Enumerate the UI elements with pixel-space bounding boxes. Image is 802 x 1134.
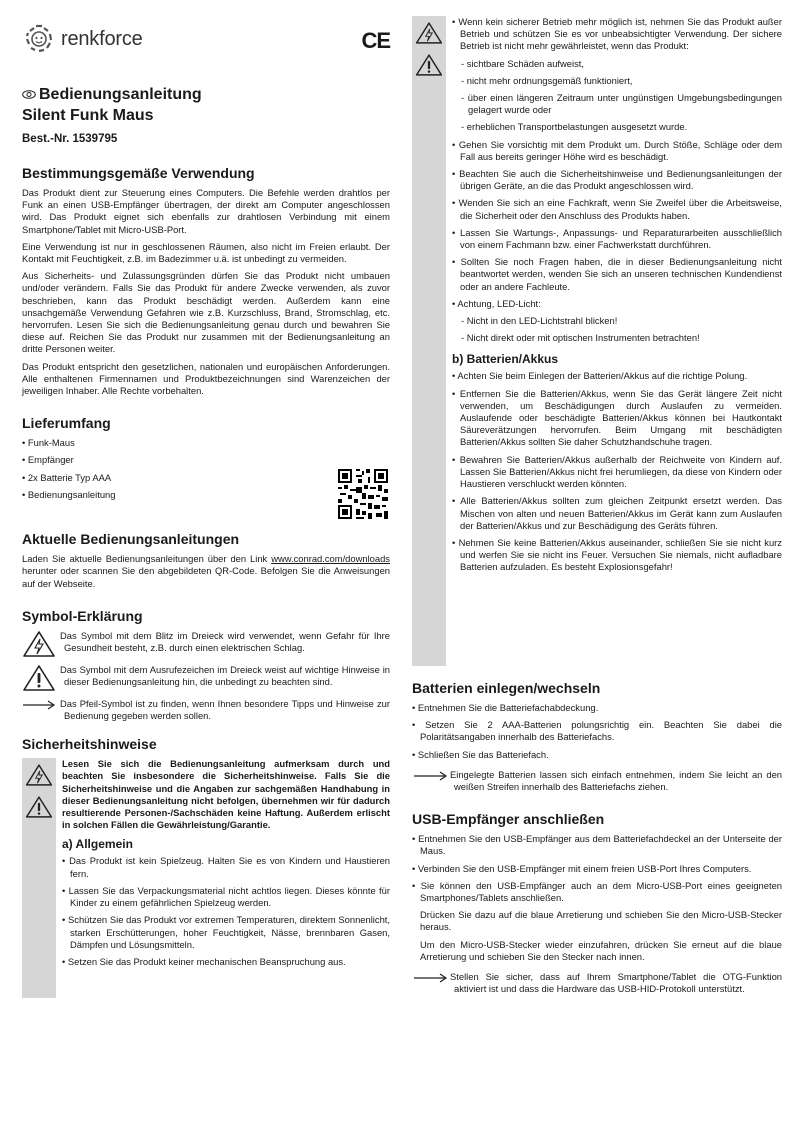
header: [22, 22, 390, 62]
list-item: • Achten Sie beim Einlegen der Batterien/Akkus auf die richtige Polung.: [452, 370, 782, 382]
lightning-warning-icon: [415, 20, 443, 46]
batterien-list: [452, 370, 782, 573]
lightning-warning-icon: [22, 630, 56, 658]
sublist-item: - Nicht direkt oder mit optischen Instrumenten betrachten!: [452, 332, 782, 344]
section-heading-bestimmung: Bestimmungsgemäße Verwendung: [22, 165, 255, 181]
list-item: • Entnehmen Sie die Batteriefachabdeckung.: [412, 702, 782, 714]
list-item: • Funk-Maus: [22, 437, 118, 449]
list-item: • Gehen Sie vorsichtig mit dem Produkt um. Durch Stöße, Schläge oder dem Fall aus bereits geringer Höhe wird es beschädigt.: [452, 139, 782, 163]
list-item: • Achtung, LED-Licht:: [452, 298, 782, 310]
list-item: • Verbinden Sie den USB-Empfänger mit einem freien USB-Port Ihres Computers.: [412, 863, 782, 875]
safety-box: [22, 758, 390, 998]
safety-list: [452, 16, 782, 53]
paragraph: Drücken Sie dazu auf die blaue Arretierung und schieben Sie den Micro-USB-Stecker heraus.: [420, 909, 782, 933]
symbol-row-arrow: [22, 698, 390, 722]
usb-list: [412, 833, 782, 904]
section-heading-batt-einlegen: Batterien einlegen/wechseln: [412, 680, 601, 696]
subheading-batterien: b) Batterien/Akkus: [452, 352, 559, 367]
section-heading-aktuelle: Aktuelle Bedienungsanleitungen: [22, 531, 240, 548]
list-item: • Entnehmen Sie den USB-Empfänger aus dem Batteriefachdeckel an der Unterseite der Maus.: [412, 833, 782, 857]
symbol-row-exclamation: [22, 664, 390, 692]
subheading-allgemein: a) Allgemein: [62, 837, 133, 852]
paragraph: Eine Verwendung ist nur in geschlossenen Räumen, also nicht im Freien erlaubt. Der Kontakt mit Feuchtigkeit, z.B. im Badezimmer u.ä. ist unbedingt zu vermeiden.: [22, 240, 390, 265]
page-title: [22, 84, 390, 105]
warning-sidebar: [412, 16, 446, 666]
order-number: Best.-Nr. 1539795: [22, 133, 118, 145]
lieferumfang-block: [22, 437, 390, 519]
list-item: • Lassen Sie das Verpackungsmaterial nicht achtlos liegen. Dieses könnte für Kinder zu einem gefährlichen Spielzeug werden.: [62, 885, 390, 909]
arrow-right-icon: [412, 971, 448, 985]
aktuelle-paragraph: [22, 553, 390, 590]
brand-name: renkforce: [61, 27, 143, 50]
qr-code-icon[interactable]: [338, 469, 388, 519]
sublist-item: - über einen längeren Zeitraum unter ungünstigen Umgebungsbedingungen gelagert wurde oder: [452, 92, 782, 116]
section-heading-sicherheit: Sicherheitshinweise: [22, 736, 157, 753]
sublist-item: - erheblichen Transportbelastungen ausgesetzt wurde.: [452, 121, 782, 133]
left-column: [22, 84, 390, 998]
list-item: • Wenden Sie sich an eine Fachkraft, wenn Sie Zweifel über die Arbeitsweise, die Sicherheit oder den Anschluss des Produkts haben.: [452, 197, 782, 221]
title-line1: Bedienungsanleitung: [39, 86, 202, 103]
list-item: • Beachten Sie auch die Sicherheitshinweise und Bedienungsanleitungen der übrigen Geräte, an die das Produkt angeschlossen wird.: [452, 168, 782, 192]
section-heading-symbol: Symbol-Erklärung: [22, 607, 143, 624]
batt-einlegen-list: [412, 702, 782, 761]
led-sublist: [452, 315, 782, 344]
list-item: • Setzen Sie 2 AAA-Batterien polungsrichtig ein. Beachten Sie dabei die Polaritätsangaben innerhalb des Batteriefachs.: [412, 719, 782, 743]
list-item: • Bewahren Sie Batterien/Akkus außerhalb der Reichweite von Kindern auf. Lassen Sie Batterien/Akkus nicht frei herumliegen, da diese von Kindern oder Haustieren verschluckt werden könnten.: [452, 454, 782, 491]
tip-text: Eingelegte Batterien lassen sich einfach entnehmen, indem Sie leicht an den weißen Streifen innerhalb des Batteriefachs ziehen.: [450, 768, 782, 793]
safety-content-right: [446, 16, 782, 666]
symbol-row-lightning: [22, 630, 390, 658]
sublist-item: - nicht mehr ordnungsgemäß funktioniert,: [452, 75, 782, 87]
lightning-warning-icon: [25, 762, 53, 788]
right-column: [412, 16, 782, 1000]
paragraph: Um den Micro-USB-Stecker wieder einzufahren, drücken Sie erneut auf die blaue Arretierung und schieben Sie den Stecker nach innen.: [420, 938, 782, 962]
paragraph: Das Produkt entspricht den gesetzlichen, nationalen und europäischen Anforderungen. Alle enthaltenen Firmennamen und Produktbezeichnungen sind Warenzeichen der jeweiligen Inhaber. Alle Rechte vorbehalten.: [22, 360, 390, 397]
exclamation-warning-icon: [25, 794, 53, 820]
list-item: • Alle Batterien/Akkus sollten zum gleichen Zeitpunkt ersetzt werden. Das Mischen von alten und neuen Batterien/Akkus im Gerät kann zum Auslaufen der Batterien/Akkus und zur Beschädigung des Geräts führen.: [452, 495, 782, 532]
symbol-text-arrow: Das Pfeil-Symbol ist zu finden, wenn Ihnen besondere Tipps und Hinweise zur Bedienung gegeben werden sollen.: [60, 697, 390, 722]
condition-sublist: [452, 58, 782, 134]
section-heading-usb: USB-Empfänger anschließen: [412, 811, 605, 828]
list-item: • Setzen Sie das Produkt keiner mechanischen Beanspruchung aus.: [62, 956, 390, 968]
exclamation-warning-icon: [415, 52, 443, 78]
list-item: • 2x Batterie Typ AAA: [22, 472, 118, 484]
renkforce-logo-icon: [22, 22, 56, 56]
brand-logo: [22, 22, 143, 56]
lieferumfang-list: [22, 437, 118, 519]
allgemein-list: [62, 855, 390, 968]
arrow-right-icon: [412, 769, 448, 783]
product-name: Silent Funk Maus: [22, 107, 154, 124]
list-item: • Wenn kein sicherer Betrieb mehr möglich ist, nehmen Sie das Produkt außer Betrieb und schützen Sie es vor unbeabsichtigter Verwendung. Der sichere Betrieb ist nicht mehr gewährleistet, wenn das Produkt:: [452, 16, 782, 53]
tip-text: Stellen Sie sicher, dass auf Ihrem Smartphone/Tablet die OTG-Funktion aktiviert ist und dass die Hardware das USB-HID-Protokoll unterstützt.: [450, 971, 782, 995]
safety-list: [452, 139, 782, 310]
symbol-text-exclamation: Das Symbol mit dem Ausrufezeichen im Dreieck weist auf wichtige Hinweise in dieser Bedienungsanleitung hin, die unbedingt zu beachten sind.: [60, 663, 390, 688]
list-item: • Lassen Sie Wartungs-, Anpassungs- und Reparaturarbeiten ausschließlich von einem Fachmann bzw. einer Fachwerkstatt durchführen.: [452, 227, 782, 251]
list-item: • Empfänger: [22, 454, 118, 466]
symbol-text-lightning: Das Symbol mit dem Blitz im Dreieck wird verwendet, wenn Gefahr für Ihre Gesundheit besteht, z.B. durch einen elektrischen Schlag.: [60, 629, 390, 654]
aktuelle-text-before: Laden Sie aktuelle Bedienungsanleitungen über den Link: [22, 553, 272, 565]
list-item: • Schützen Sie das Produkt vor extremen Temperaturen, direktem Sonnenlicht, starken Erschütterungen, hoher Feuchtigkeit, Nässe, brennbaren Gasen, Dämpfen und Lösungsmitteln.: [62, 914, 390, 951]
sublist-item: - Nicht in den LED-Lichtstrahl blicken!: [452, 315, 782, 327]
warning-sidebar: [22, 758, 56, 998]
safety-box-continued: [412, 16, 782, 666]
tip-row: [412, 769, 782, 793]
download-link[interactable]: www.conrad.com/downloads: [271, 553, 390, 565]
list-item: • Bedienungsanleitung: [22, 489, 118, 501]
list-item: • Nehmen Sie keine Batterien/Akkus auseinander, schließen Sie sie nicht kurz und werfen Sie sie nicht ins Feuer. Versuchen Sie niemals, nicht aufladbare Batterien aufzuladen. Es besteht Explosionsgefahr!: [452, 537, 782, 574]
sublist-item: - sichtbare Schäden aufweist,: [452, 58, 782, 70]
list-item: • Sie können den USB-Empfänger auch an dem Micro-USB-Port eines geeigneten Smartphones/Tablets anschließen.: [412, 880, 782, 904]
safety-intro: Lesen Sie sich die Bedienungsanleitung aufmerksam durch und beachten Sie insbesondere die Sicherheitshinweise. Falls Sie die Sicherheitshinweise und die Angaben zur sachgemäßen Handhabung in dieser Bedienungsanleitung nicht befolgen, übernehmen wir für dadurch resultierende Personen-/Sachschäden keine Haftung. Außerdem erlischt in solchen Fällen die Gewährleistung/Garantie.: [62, 758, 390, 831]
tip-row: [412, 971, 782, 995]
arrow-right-icon: [22, 698, 56, 712]
exclamation-warning-icon: [22, 664, 56, 692]
list-item: • Sollten Sie noch Fragen haben, die in dieser Bedienungsanleitung nicht beantwortet werden, wenden Sie sich an unseren technischen Kundendienst oder an andere Fachleute.: [452, 256, 782, 293]
aktuelle-text-after: herunter oder scannen Sie den abgebildeten QR-Code. Befolgen Sie die Anweisungen auf der Webseite.: [22, 565, 390, 589]
list-item: • Schließen Sie das Batteriefach.: [412, 749, 782, 761]
ce-mark: CE: [361, 28, 390, 53]
paragraph: Das Produkt dient zur Steuerung eines Computers. Die Befehle werden drahtlos per Funk an einen USB-Empfänger übertragen, der direkt am Computer angeschlossen wird. Das Produkt eignet sich ebenfalls zur drahtlosen Verbindung mit einem Smartphone/Tablet mit Micro-USB-Port.: [22, 187, 390, 235]
section-heading-lieferumfang: Lieferumfang: [22, 415, 111, 432]
eye-icon: [22, 90, 36, 99]
list-item: • Das Produkt ist kein Spielzeug. Halten Sie es von Kindern und Haustieren fern.: [62, 855, 390, 879]
safety-content: [56, 758, 390, 998]
list-item: • Entfernen Sie die Batterien/Akkus, wenn Sie das Gerät längere Zeit nicht verwenden, um Beschädigungen durch Auslaufen zu vermeiden. Auslaufende oder beschädigte Batterien/Akkus können bei Hautkontakt Säureverätzungen hervorrufen. Beim Umgang mit beschädigten Batterien/Akkus sollten Sie daher Schutzhandschuhe tragen.: [452, 388, 782, 449]
paragraph: Aus Sicherheits- und Zulassungsgründen dürfen Sie das Produkt nicht umbauen und/oder verändern. Falls Sie das Produkt für andere Zwecke verwenden, als zuvor beschrieben, kann das Produkt beschädigt werden. Außerdem kann eine unsachgemäße Verwendung Gefahren wie z.B. Kurzschluss, Brand, Stromschlag, etc. hervorrufen. Lesen Sie sich die Bedienungsanleitung genau durch und bewahren Sie diese auf. Reichen Sie das Produkt nur zusammen mit der Bedienungsanleitung an dritte Personen weiter.: [22, 270, 390, 355]
